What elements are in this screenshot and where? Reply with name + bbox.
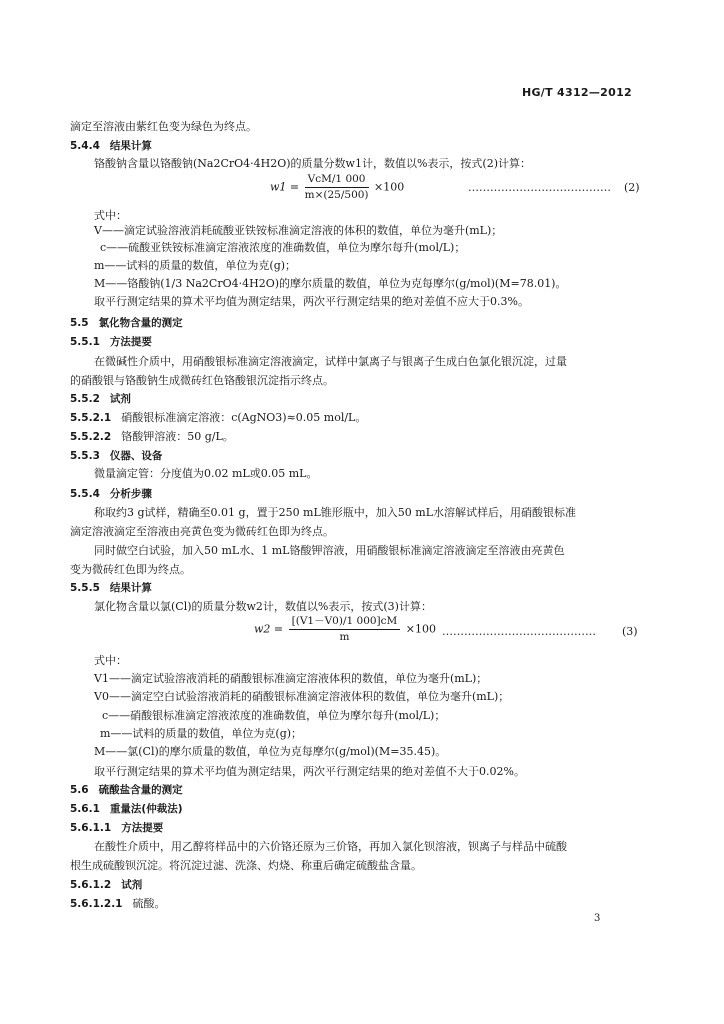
paragraph-line: 取平行测定结果的算术平均值为测定结果，两次平行测定结果的绝对差值不大于0.02%。 bbox=[94, 765, 525, 778]
equation-leader: …………………………………… bbox=[442, 625, 596, 638]
section-heading-5-5-2 bbox=[70, 392, 724, 406]
section-title: 仪器、设备 bbox=[109, 450, 163, 462]
paragraph-line: 同时做空白试验，加入50 mL水、1 mL铬酸钾溶液，用硝酸银标准滴定溶液滴定至溶液由亮黄色 bbox=[94, 544, 565, 557]
subsection-5-6-1-2-1 bbox=[70, 897, 724, 911]
paragraph-line: 氯化物含量以氯(Cl)的质量分数w2计，数值以%表示，按式(3)计算： bbox=[94, 600, 432, 613]
variable-definition: m——试料的质量的数值，单位为克(g)； bbox=[100, 727, 303, 740]
paragraph-line: 的硝酸银与铬酸钠生成微砖红色铬酸银沉淀指示终点。 bbox=[70, 374, 334, 387]
section-heading-5-6-1-2 bbox=[70, 878, 724, 892]
variable-definition: M——铬酸钠(1/3 Na2CrO4·4H2O)的摩尔质量的数值，单位为克每摩尔(g/mol)(M=78.01)。 bbox=[94, 277, 567, 290]
section-number: 5.6 bbox=[70, 784, 89, 796]
equation-number: (3) bbox=[622, 625, 638, 638]
section-heading-5-5-4 bbox=[70, 487, 724, 501]
section-number: 5.6.1 bbox=[70, 803, 100, 815]
section-number: 5.6.1.1 bbox=[70, 822, 112, 834]
formula-3 bbox=[254, 615, 436, 644]
variable-definition: m——试料的质量的数值，单位为克(g)； bbox=[94, 259, 297, 272]
equation-leader: ………………………………… bbox=[468, 181, 611, 194]
where-label: 式中： bbox=[94, 654, 127, 667]
section-number: 5.4.4 bbox=[70, 140, 100, 152]
paragraph-line: 根生成硫酸钡沉淀。将沉淀过滤、洗涤、灼烧、称重后确定硫酸盐含量。 bbox=[70, 859, 422, 872]
paragraph-line: 称取约3 g试样，精确至0.01 g，置于250 mL锥形瓶中，加入50 mL水溶解试样后，用硝酸银标准 bbox=[94, 506, 577, 519]
variable-definition: V0——滴定空白试验溶液消耗的硝酸银标准滴定溶液体积的数值，单位为毫升(mL)； bbox=[94, 690, 510, 703]
formula-factor: ×100 bbox=[374, 180, 405, 194]
paragraph-line: 微量滴定管：分度值为0.02 mL或0.05 mL。 bbox=[94, 467, 318, 480]
section-title: 硫酸盐含量的测定 bbox=[98, 784, 183, 796]
formula-fraction bbox=[305, 173, 369, 202]
paragraph-line: 铬酸钠含量以铬酸钠(Na2CrO4·4H2O)的质量分数w1计，数值以%表示，按式(2)计算： bbox=[94, 157, 532, 170]
paragraph-line: 滴定溶液滴定至溶液由亮黄色变为微砖红色即为终点。 bbox=[70, 525, 334, 538]
paragraph-line: 在酸性介质中，用乙醇将样品中的六价铬还原为三价铬，再加入氯化钡溶液，钡离子与样品中硫酸 bbox=[94, 840, 567, 853]
section-number: 5.5.2 bbox=[70, 393, 100, 405]
formula-numerator: VcM/1 000 bbox=[305, 173, 369, 188]
formula-lhs: w2 = bbox=[254, 622, 284, 636]
section-number: 5.5 bbox=[70, 317, 89, 329]
formula-2 bbox=[270, 173, 404, 202]
variable-definition: c——硫酸亚铁铵标准滴定溶液浓度的准确数值，单位为摩尔每升(mol/L)； bbox=[100, 241, 466, 254]
subsection-text: 铬酸钾溶液：50 g/L。 bbox=[121, 430, 234, 443]
equation-number: (2) bbox=[624, 181, 640, 194]
section-number: 5.5.3 bbox=[70, 450, 100, 462]
section-number: 5.5.1 bbox=[70, 336, 100, 348]
formula-fraction bbox=[289, 615, 401, 644]
section-number: 5.5.4 bbox=[70, 488, 100, 500]
section-title: 氯化物含量的测定 bbox=[98, 317, 183, 329]
formula-denominator: m×(25/500) bbox=[304, 189, 369, 201]
variable-definition: c——硝酸银标准滴定溶液浓度的准确数值，单位为摩尔每升(mol/L)； bbox=[102, 709, 446, 722]
section-title: 分析步骤 bbox=[109, 488, 152, 500]
section-number: 5.6.1.2.1 bbox=[70, 898, 123, 910]
paragraph-line: 在微碱性介质中，用硝酸银标准滴定溶液滴定，试样中氯离子与银离子生成白色氯化银沉淀，过量 bbox=[94, 355, 567, 368]
section-heading-5-4-4 bbox=[70, 139, 724, 153]
subsection-5-5-2-1 bbox=[70, 411, 724, 425]
section-heading-5-6 bbox=[70, 783, 724, 797]
paragraph-line: 滴定至溶液由紫红色变为绿色为终点。 bbox=[70, 120, 257, 133]
section-heading-5-6-1 bbox=[70, 802, 724, 816]
variable-definition: M——氯(Cl)的摩尔质量的数值，单位为克每摩尔(g/mol)(M=35.45)。 bbox=[94, 745, 447, 758]
formula-factor: ×100 bbox=[405, 622, 437, 636]
section-number: 5.5.2.1 bbox=[70, 412, 112, 424]
subsection-text: 硝酸银标准滴定溶液：c(AgNO3)≈0.05 mol/L。 bbox=[121, 411, 367, 424]
section-title: 试剂 bbox=[121, 879, 143, 891]
section-heading-5-5-5 bbox=[70, 581, 724, 595]
formula-numerator: [(V1－V0)/1 000]cM bbox=[289, 615, 401, 630]
page-number: 3 bbox=[594, 913, 601, 924]
standard-code-header: HG/T 4312—2012 bbox=[521, 86, 632, 99]
section-heading-5-5 bbox=[70, 316, 724, 330]
section-number: 5.5.5 bbox=[70, 582, 100, 594]
section-heading-5-5-1 bbox=[70, 335, 724, 349]
section-number: 5.5.2.2 bbox=[70, 431, 112, 443]
variable-definition: V——滴定试验溶液消耗硫酸亚铁铵标准滴定溶液的体积的数值，单位为毫升(mL)； bbox=[94, 224, 503, 237]
section-title: 方法提要 bbox=[109, 336, 152, 348]
subsection-5-5-2-2 bbox=[70, 430, 724, 444]
section-title: 方法提要 bbox=[121, 822, 164, 834]
subsection-text: 硫酸。 bbox=[132, 897, 166, 910]
section-title: 结果计算 bbox=[109, 582, 152, 594]
section-title: 结果计算 bbox=[109, 140, 152, 152]
section-title: 试剂 bbox=[109, 393, 131, 405]
section-heading-5-5-3 bbox=[70, 449, 724, 463]
formula-denominator: m bbox=[339, 631, 350, 643]
paragraph-line: 取平行测定结果的算术平均值为测定结果，两次平行测定结果的绝对差值不应大于0.3%。 bbox=[94, 295, 529, 308]
paragraph-line: 变为微砖红色即为终点。 bbox=[70, 563, 191, 576]
where-label: 式中： bbox=[94, 209, 127, 222]
section-number: 5.6.1.2 bbox=[70, 879, 112, 891]
formula-lhs: w1 = bbox=[270, 180, 300, 194]
section-title: 重量法(仲裁法) bbox=[109, 803, 183, 815]
variable-definition: V1——滴定试验溶液消耗的硝酸银标准滴定溶液体积的数值，单位为毫升(mL)； bbox=[94, 672, 488, 685]
section-heading-5-6-1-1 bbox=[70, 821, 724, 835]
